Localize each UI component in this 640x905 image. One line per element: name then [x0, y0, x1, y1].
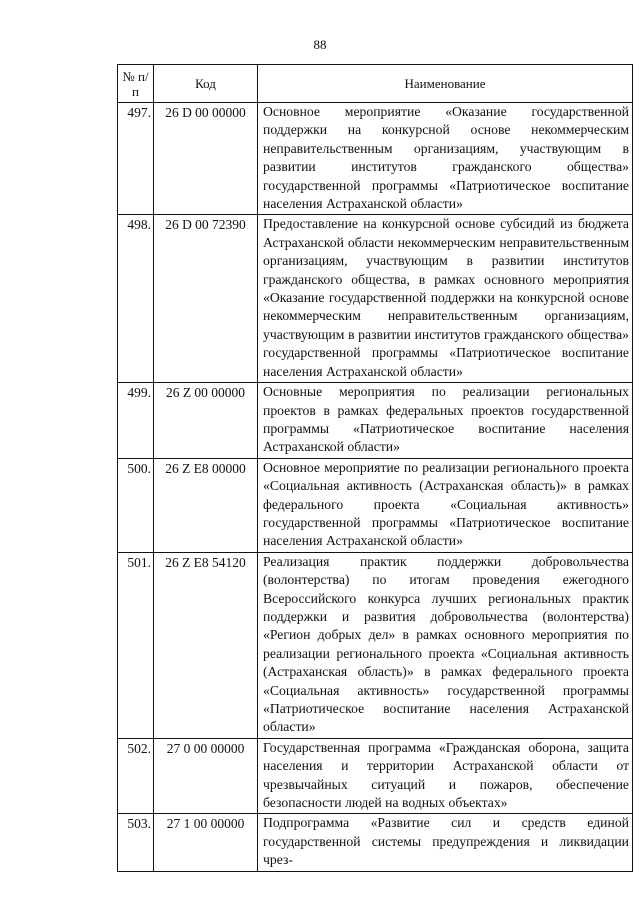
table-row	[118, 215, 633, 383]
row-name: Основное мероприятие «Оказание государственной поддержки на конкурсной основе некоммерческим неправительственным организациям, участвующим в развитии институтов гражданского общества» государственной программы «Патриотическое воспитание населения Астраханской области»	[258, 103, 633, 215]
budget-classification-table	[117, 64, 633, 872]
row-code: 26 D 00 72390	[154, 215, 258, 383]
table-row	[118, 103, 633, 215]
row-name: Предоставление на конкурсной основе субсидий из бюджета Астраханской области некоммерческим неправительственным организациям, участвующим в развитии институтов гражданского общества, в рамках основного мероприятия «Оказание государственной поддержки на конкурсной основе некоммерческим неправительственным организациям, участвующим в развитии институтов гражданского общества» государственной программы «Патриотическое воспитание населения Астраханской области»	[258, 215, 633, 383]
row-number: 498.	[118, 215, 154, 383]
table-row	[118, 738, 633, 814]
row-number: 497.	[118, 103, 154, 215]
row-number: 501.	[118, 552, 154, 738]
row-code: 26 Z 00 00000	[154, 383, 258, 459]
table-row	[118, 814, 633, 871]
header-name: Наименование	[258, 65, 633, 103]
table-header-row	[118, 65, 633, 103]
row-name: Подпрограмма «Развитие сил и средств единой государственной системы предупреждения и ликвидации чрез-	[258, 814, 633, 871]
row-code: 27 0 00 00000	[154, 738, 258, 814]
table-row	[118, 552, 633, 738]
row-code: 27 1 00 00000	[154, 814, 258, 871]
row-number: 503.	[118, 814, 154, 871]
header-number: № п/п	[118, 65, 154, 103]
row-code: 26 Z E8 54120	[154, 552, 258, 738]
row-name: Основные мероприятия по реализации региональных проектов в рамках федеральных проектов государственной программы «Патриотическое воспитание населения Астраханской области»	[258, 383, 633, 459]
row-code: 26 Z E8 00000	[154, 458, 258, 552]
row-name: Реализация практик поддержки добровольчества (волонтерства) по итогам проведения ежегодного Всероссийского конкурса лучших региональных практик поддержки и развития добровольчества (волонтерства) «Регион добрых дел» в рамках основного мероприятия по реализации регионального проекта «Социальная активность (Астраханская область)» в рамках федерального проекта «Социальная активность» государственной программы «Патриотическое воспитание населения Астраханской области»	[258, 552, 633, 738]
row-number: 500.	[118, 458, 154, 552]
row-name: Государственная программа «Гражданская оборона, защита населения и территории Астраханской области от чрезвычайных ситуаций и пожаров, обеспечение безопасности людей на водных объектах»	[258, 738, 633, 814]
row-name: Основное мероприятие по реализации регионального проекта «Социальная активность (Астраханская область)» в рамках федерального проекта «Социальная активность» государственной программы «Патриотическое воспитание населения Астраханской области»	[258, 458, 633, 552]
header-code: Код	[154, 65, 258, 103]
table-row	[118, 458, 633, 552]
row-code: 26 D 00 00000	[154, 103, 258, 215]
table-row	[118, 383, 633, 459]
row-number: 499.	[118, 383, 154, 459]
page-number: 88	[313, 37, 327, 52]
row-number: 502.	[118, 738, 154, 814]
